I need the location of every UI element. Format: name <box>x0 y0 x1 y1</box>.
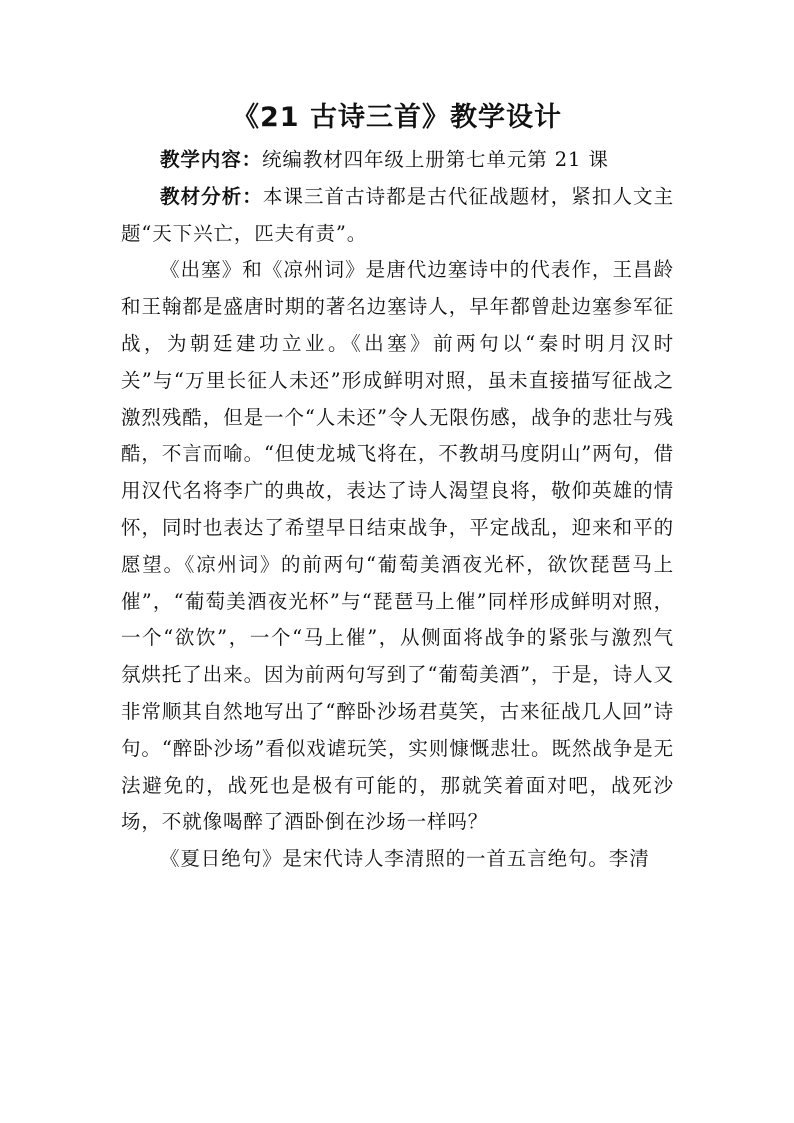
teaching-content-text: 统编教材四年级上册第七单元第 21 课 <box>262 148 609 171</box>
teaching-content-label: 教学内容： <box>160 148 263 171</box>
body-paragraph-summer-quatrain: 《夏日绝句》是宋代诗人李清照的一首五言绝句。李清 <box>160 847 650 871</box>
teaching-content-paragraph <box>121 142 674 179</box>
material-analysis-text: 本课三首古诗都是古代征战题材，紧扣人文主题“天下兴亡，匹夫有责”。 <box>121 184 674 245</box>
document-body <box>121 142 674 878</box>
document-title: 《21 古诗三首》教学设计 <box>232 102 562 133</box>
material-analysis-label: 教材分析： <box>160 184 263 208</box>
body-paragraph-border-poems: 《出塞》和《凉州词》是唐代边塞诗中的代表作，王昌龄和王翰都是盛唐时期的著名边塞诗人，早年都曾赴边塞参军征战，为朝廷建功立业。《出塞》前两句以“秦时明月汉时关”与“万里长征人未还”形成鲜明对照，虽未直接描写征战之激烈残酷，但是一个“人未还”令人无限伤感，战争的悲壮与残酷，不言而喻。“但使龙城飞将在，不教胡马度阴山”两句，借用汉代名将李广的典故，表达了诗人渴望良将，敬仰英雄的情怀，同时也表达了希望早日结束战争，平定战乱，迎来和平的愿望。《凉州词》的前两句“葡萄美酒夜光杯，欲饮琵琶马上催”，“葡萄美酒夜光杯”与“琵琶马上催”同样形成鲜明对照，一个“欲饮”，一个“马上催”，从侧面将战争的紧张与激烈气氛烘托了出来。因为前两句写到了“葡萄美酒”，于是，诗人又非常顺其自然地写出了“醉卧沙场君莫笑，古来征战几人回”诗句。“醉卧沙场”看似戏谑玩笑，实则慷慨悲壮。既然战争是无法避免的，战死也是极有可能的，那就笑着面对吧，战死沙场，不就像喝醉了酒卧倒在沙场一样吗？ <box>121 258 674 834</box>
material-analysis-paragraph <box>121 179 674 253</box>
